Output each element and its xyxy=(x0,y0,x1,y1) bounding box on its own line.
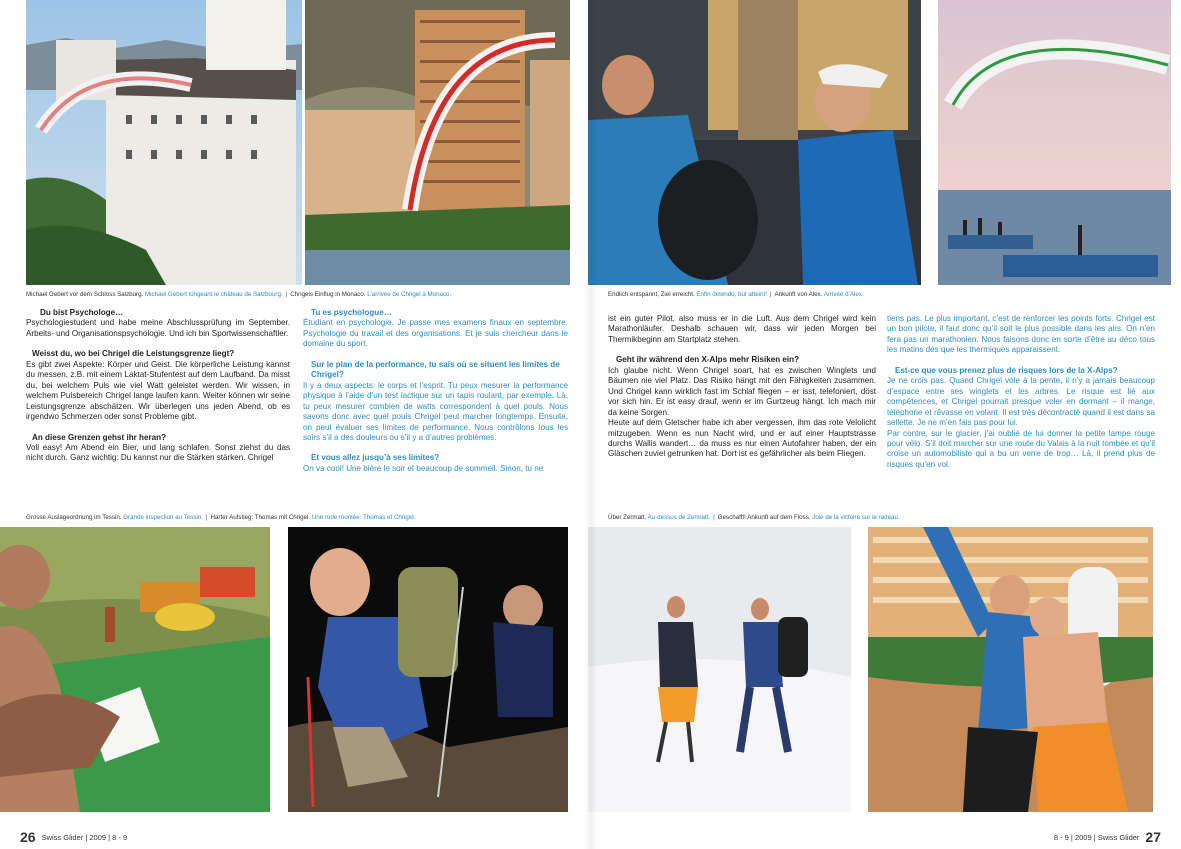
caption-alex-fr: Arrivée d’Alex. xyxy=(823,291,864,298)
answer-paragraph: tiens pas. Le plus important, c’est de renforcer les points forts. Chrigel est un bon pilote, il faut donc qu’il soit le plus possible dans les airs. On n’en fera pas un marathonien. Nous faisons donc en sorte d’être au déco tous les matins dès que les thermiques apparaissent. xyxy=(887,314,1155,355)
caption-mid-left xyxy=(26,514,415,522)
caption-hike-de: Harter Aufstieg: Thomas mit Chrigel. xyxy=(210,514,311,521)
answer-paragraph: ist ein guter Pilot, also muss er in die Luft. Aus dem Chrigel wird kein Marathonläufer. Deshalb schauen wir, dass wir jeden Morgen bei Thermikbeginn am Startplatz stehen. xyxy=(608,314,876,344)
caption-raft-fr: Joie de la victoire sur le radeau. xyxy=(812,514,900,521)
text-column-2-french xyxy=(303,308,568,474)
caption-zermatt-de: Über Zermatt. xyxy=(608,514,647,521)
question-heading: Sur le plan de la performance, tu sais où se situent les limites de Chrigel? xyxy=(311,359,560,380)
caption-separator: | xyxy=(205,514,208,521)
caption-separator: | xyxy=(713,514,715,521)
caption-top-left xyxy=(26,291,451,299)
caption-tessin-fr: Grande inspection au Tessin. xyxy=(123,514,203,521)
question-heading: Du bist Psychologe… xyxy=(40,308,124,317)
page-gutter xyxy=(584,0,598,849)
paraglider-monaco-photo xyxy=(305,0,570,285)
text-column-4-french xyxy=(887,314,1155,470)
answer-paragraph: Étudiant en psychologie. Je passe mes examens finaux en septembre. Psychologie du travail et des organisations. Et je suis chercheur dans le domaine du sport. xyxy=(303,318,568,349)
caption-tessin-de: Grosse Auslageordnung im Tessin. xyxy=(26,514,122,521)
question-heading: Et vous allez jusqu’à ses limites? xyxy=(311,453,440,463)
question-heading: An diese Grenzen gehst ihr heran? xyxy=(32,432,167,442)
answer-paragraph: Par contre, sur le glacier, j’ai oublié de lui donner la petite lampe rouge pour vélo. S’il doit marcher sur une route du Valais à la nuit tombée et qu’il croise un automobiliste qui a bu un verre de trop… Là, il prend plus de risques qu’en vol. xyxy=(887,428,1155,469)
caption-mid-right xyxy=(608,514,900,522)
text-column-3-german xyxy=(608,314,876,460)
answer-paragraph: On va cool! Une bière le soir et beaucoup de sommeil. Sinon, tu ne xyxy=(303,463,544,473)
celebration-photo xyxy=(868,527,1153,812)
caption-pilots-de: Endlich entspannt, Ziel erreicht. xyxy=(608,291,695,298)
caption-monaco-fr: L’arrivée de Chrigel à Monaco. xyxy=(367,291,452,298)
footer-right xyxy=(1054,829,1161,845)
answer-paragraph: Voll easy! Am Abend ein Bier, und lang schlafen. Sonst ziehst du das nicht durch. Ganz wichtig: Du kannst nur die Stärken stärken. Chrigel xyxy=(26,442,290,463)
caption-monaco-de: Chrigels Einflug in Monaco. xyxy=(290,291,366,298)
question-heading: Est-ce que vous prenez plus de risques lors de la X-Alps? xyxy=(895,365,1118,375)
question-heading: Tu es psychologue… xyxy=(311,308,392,317)
night-hike-photo xyxy=(288,527,568,812)
grass-planning-photo xyxy=(0,527,270,812)
footer-left-text: Swiss Glider | 2009 | 8 - 9 xyxy=(41,832,128,842)
landing-raft-photo xyxy=(938,0,1171,285)
answer-paragraph: Ich glaube nicht. Wenn Chrigel soart, hat es zwischen Winglets und Bäumen nie viel Platz. Das Risiko hängt mit den Fähigkeiten zusammen. Und Chrigel kann wirklich fast im Schlaf fliegen – er isst, telefoniert, döst vor sich hin. Er ist easy drauf, wenn er im Gurtzeug hängt. Ich mach mir da keine Sorgen. xyxy=(608,365,876,417)
caption-top-right xyxy=(608,291,864,299)
answer-paragraph: Heute auf dem Gletscher habe ich aber vergessen, ihm das rote Velolicht mitzugeben. Wenn es nun Nacht wird, und er auf einer Hauptstrasse durchs Wallis wandert… da muss es nur einen Autofahrer haben, der ein Gläschen zuviel getrunken hat. Dort ist es gefährlicher als beim Fliegen. xyxy=(608,418,876,459)
footer-left xyxy=(20,829,127,845)
answer-paragraph: Je ne crois pas. Quand Chrigel vole à la pente, il n’y a jamais beaucoup d’espace entre ses winglets et les arbres. Le risque est lié aux compétences, et Chrigel pourrait presque voler en dormant – il mange, téléphone et rêvasse en volant. Il est très décontracté quand il est dans sa sellette. Je ne m’en fais pas pour lui. xyxy=(887,376,1155,428)
caption-raft-de: Geschafft! Ankunft auf dem Floss. xyxy=(717,514,811,521)
question-heading: Weisst du, wo bei Chrigel die Leistungsgrenze liegt? xyxy=(32,349,235,359)
footer-right-text: 8 - 9 | 2009 | Swiss Glider xyxy=(1053,832,1140,842)
caption-hike-fr: Une rude montée: Thomas et Chrigel. xyxy=(311,514,416,521)
caption-separator: | xyxy=(769,291,772,298)
caption-zermatt-fr: Au-dessus de Zermatt. xyxy=(647,514,711,521)
answer-paragraph: Es gibt zwei Aspekte: Körper und Geist. Die körperliche Leistung kannst du messen, z.B. mit einem Laktat-Stufentest auf dem Laufband. Da misst du, bei welchem Puls wie viel Watt geleistet werden. Wir wissen, in welchem Pulsbereich Chrigel lange laufen kann. Weiter können wir seine Leistungsgrenze abschätzen. Wir überlegen uns jeden Abend, ob es irgendwo Schmerzen oder sonst Probleme gibt. xyxy=(26,359,290,422)
caption-castle-fr: Michael Gebert longeant le château de Salzbourg. xyxy=(145,291,283,298)
text-column-1-german xyxy=(26,308,290,464)
caption-separator: | xyxy=(285,291,288,298)
question-heading: Geht ihr während den X-Alps mehr Risiken ein? xyxy=(616,355,800,365)
answer-paragraph: Psychologiestudent und habe meine Abschlussprüfung im September. Arbeits- und Organisationspsychologie. Und ich bin Sportwissenschaftler. xyxy=(26,318,290,338)
pilots-smiling-photo xyxy=(588,0,921,285)
page-number-left: 26 xyxy=(20,829,36,845)
glacier-pilots-photo xyxy=(588,527,851,812)
caption-pilots-fr: Enfin détendu, but atteint! xyxy=(696,291,767,298)
page-number-right: 27 xyxy=(1145,829,1161,845)
caption-castle-de: Michael Gebert vor dem Schloss Salzburg. xyxy=(26,291,144,298)
answer-paragraph: Il y a deux aspects: le corps et l’esprit. Tu peux mesurer la performance physique à l’aide d’un test lactique sur un tapis roulant, par exemple. Là, tu peux mesurer combien de watts correspondent à quel pouls. Nous savons donc avec quel pouls Chrigel peut marcher longtemps. Ensuite, on peut évaluer ses limites de performance. Nous contrôlons tous les soirs s’il a des douleurs ou s’il y a d’autres problèmes. xyxy=(303,380,568,442)
caption-alex-de: Ankunft von Alex. xyxy=(774,291,823,298)
paraglider-castle-photo xyxy=(26,0,302,285)
